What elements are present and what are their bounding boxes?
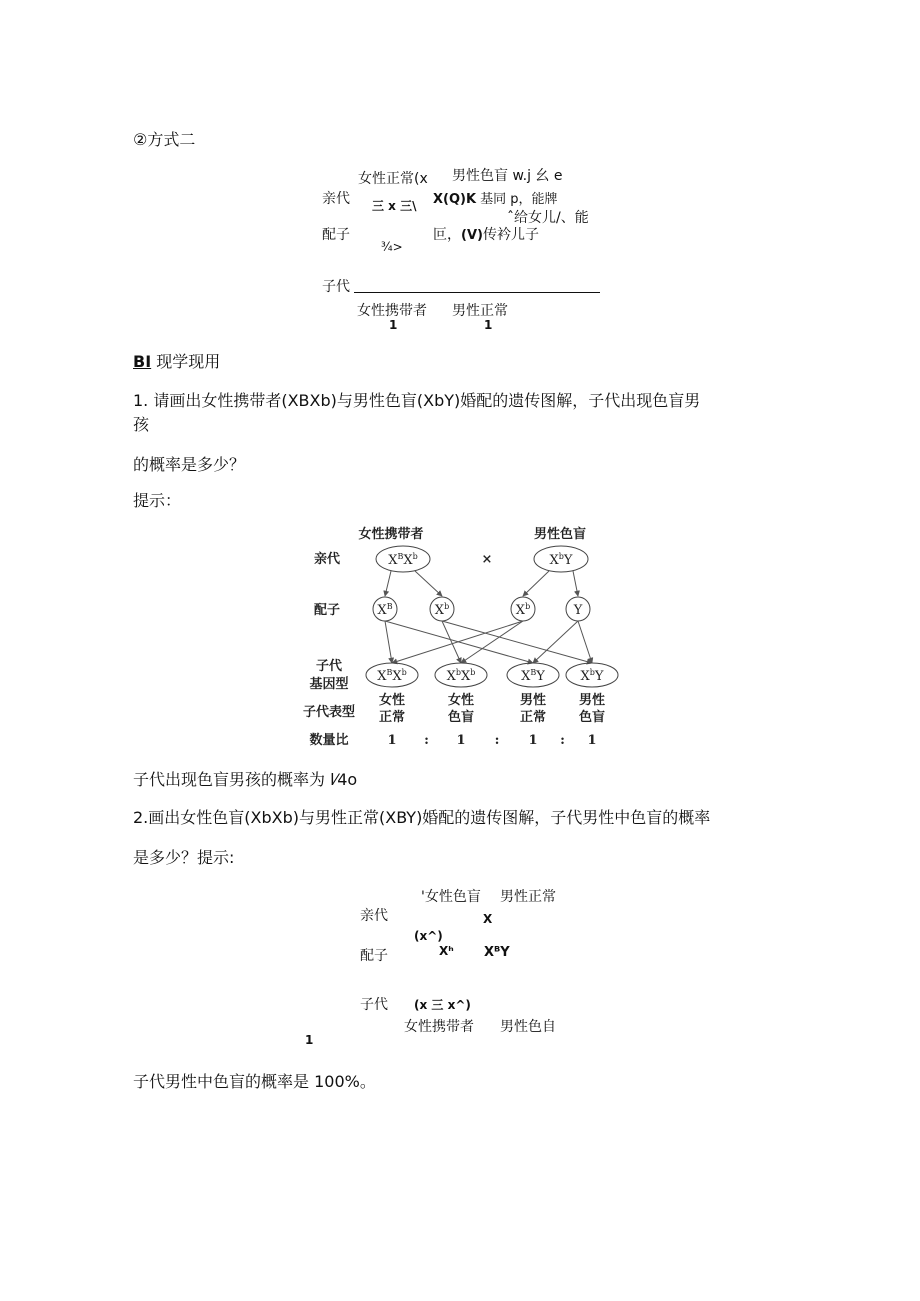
offspring-pheno-b-0: 正常: [378, 710, 406, 725]
m2-gamete-rest-b: (V): [461, 228, 483, 243]
row-label-ratio: 数量比: [309, 733, 349, 748]
parent-arrow-0: [385, 571, 391, 596]
offspring-genotype-0: [377, 668, 407, 684]
gamete-genotype-1-part: X: [434, 603, 445, 618]
offspring-genotype-0-part: X: [377, 669, 387, 684]
cross-link-4: [392, 621, 523, 663]
cross-link-3: [442, 621, 592, 663]
m3-g-mid: Xʰ: [439, 944, 454, 958]
m3-female: '女性色盲: [421, 889, 481, 905]
parent-female-label: 女性携带者: [358, 527, 424, 542]
parent-male-label: 男性色盲: [533, 527, 587, 542]
offspring-pheno-a-1: 女性: [447, 693, 475, 708]
row-label-offspring-b: 基因型: [309, 677, 349, 692]
cross-link-7: [578, 621, 592, 663]
offspring-genotype-1-part: X: [446, 669, 456, 684]
q1-line2: 孩: [133, 415, 150, 434]
q2-line2: 是多少？提示:: [133, 848, 235, 867]
offspring-genotype-0-part: B: [386, 668, 393, 677]
m2-male-label: 男性色盲 w.j 幺 e: [452, 168, 563, 184]
offspring-genotype-0-part: X: [392, 669, 402, 684]
row-label-parent: 亲代: [313, 552, 341, 567]
parent-female-genotype: [388, 552, 418, 568]
offspring-pheno-a-0: 女性: [378, 693, 406, 708]
m2-xqk: X(Q)K: [433, 192, 477, 207]
section-title: 现学现用: [151, 352, 221, 371]
conclusion: 子代男性中色盲的概率是 100%。: [133, 1072, 376, 1091]
offspring-genotype-1: [447, 668, 476, 684]
parent-arrow-1: [415, 571, 442, 596]
m2-give-line: ˆ给女儿/、能: [507, 210, 589, 226]
parent-male-genotype-part: X: [549, 553, 559, 568]
m3-res-male: 男性色自: [500, 1019, 556, 1035]
m2-gamete-rest: [433, 224, 539, 244]
offspring-genotype-1-part: X: [461, 669, 471, 684]
offspring-genotype-2: [521, 668, 545, 684]
offspring-pheno-a-3: 男性: [578, 693, 606, 708]
offspring-genotype-2-part: B: [530, 668, 537, 677]
m2-female-label: 女性正常(x: [358, 171, 428, 187]
gamete-genotype-1: [435, 602, 449, 618]
offspring-genotype-3-part: b: [589, 668, 595, 677]
m3-parent-label: 亲代: [360, 908, 388, 924]
gamete-genotype-2-part: b: [525, 602, 531, 611]
m2-xqk-rest: 基同 p，能牌: [476, 192, 558, 207]
gamete-genotype-2-part: X: [515, 603, 526, 618]
offspring-ratio-3: 1: [587, 733, 597, 748]
parent-female-genotype-part: B: [397, 552, 404, 561]
m2-f1-male: 男性正常: [452, 303, 508, 319]
offspring-genotype-3-part: Y: [594, 669, 604, 684]
parent-arrow-2: [523, 571, 549, 596]
offspring-ratio-2: 1: [528, 733, 538, 748]
m2-frac: ¾>: [381, 240, 403, 254]
parent-female-genotype-part: b: [412, 552, 418, 561]
ratio-sep-1: :: [494, 733, 500, 748]
offspring-ratio-1: 1: [456, 733, 466, 748]
m2-gamete-label: 配子: [322, 227, 350, 243]
parent-male-genotype-part: Y: [563, 553, 573, 568]
offspring-pheno-b-3: 色盲: [578, 710, 606, 725]
gamete-genotype-2: [516, 602, 530, 618]
method2-heading: ②方式二: [133, 130, 196, 149]
m2-offspring-rule: [354, 292, 600, 293]
q1-hint: 提示：: [133, 491, 182, 510]
row-label-phenotype: 子代表型: [302, 705, 356, 720]
row-label-offspring-a: 子代: [315, 659, 343, 674]
q1-line3: 的概率是多少？: [133, 455, 246, 474]
m3-offspring-geno: (x 三 x^): [414, 998, 471, 1012]
cross-link-5: [461, 621, 523, 663]
parent-male-genotype: [550, 552, 573, 568]
ratio-sep-2: :: [560, 733, 565, 748]
m3-g-right: XᴮY: [484, 945, 510, 960]
m3-g-left: (x^): [414, 929, 443, 943]
m3-gamete-label: 配子: [360, 948, 388, 964]
gamete-genotype-0-part: B: [386, 602, 393, 611]
m2-parent-mid: 三 x 三\: [372, 199, 417, 213]
offspring-genotype-2-part: X: [521, 669, 531, 684]
genetic-cross-diagram: [295, 518, 625, 754]
offspring-genotype-3-part: X: [580, 669, 590, 684]
row-label-gamete: 配子: [313, 603, 341, 618]
section-badge: BI: [133, 352, 152, 371]
m2-ratio-right: 1: [484, 318, 493, 332]
offspring-genotype-2-part: Y: [536, 669, 545, 684]
m3-one: 1: [305, 1033, 314, 1047]
q1-line1: 1. 请画出女性携带者(XBXb)与男性色盲(XbY)婚配的遗传图解，子代出现色盲男: [133, 391, 701, 410]
gamete-genotype-0: [377, 602, 392, 618]
m2-xqk-line: [433, 188, 558, 207]
m3-cross: X: [483, 912, 493, 926]
gamete-genotype-1-part: b: [444, 602, 450, 611]
cross-symbol: ×: [481, 552, 493, 567]
m2-gamete-rest-a: 叵，: [433, 227, 461, 243]
offspring-genotype-1-part: b: [470, 668, 476, 677]
parent-female-genotype-part: X: [388, 553, 398, 568]
offspring-genotype-0-part: b: [401, 668, 407, 677]
parent-arrow-3: [573, 571, 578, 596]
gamete-genotype-3: [573, 603, 583, 618]
gamete-genotype-3-part: Y: [573, 603, 583, 618]
m2-offspring-label: 子代: [322, 279, 350, 295]
m2-ratio-left: 1: [389, 318, 398, 332]
m3-offspring-label: 子代: [360, 997, 388, 1013]
offspring-pheno-a-2: 男性: [519, 693, 547, 708]
m3-res-female: 女性携带者: [404, 1019, 474, 1035]
offspring-genotype-3: [581, 668, 604, 684]
cross-link-0: [385, 621, 392, 663]
gamete-genotype-0-part: X: [377, 603, 387, 618]
parent-female-genotype-part: X: [403, 553, 413, 568]
q1-answer: 子代出现色盲男孩的概率为 l⁄4o: [133, 770, 358, 789]
section-heading: [133, 349, 220, 372]
m2-f1-female: 女性携带者: [357, 303, 427, 319]
q2-line1: 2.画出女性色盲(XbXb)与男性正常(XBY)婚配的遗传图解，子代男性中色盲的概率: [133, 808, 711, 827]
offspring-ratio-0: 1: [387, 733, 397, 748]
m2-parent-label: 亲代: [322, 191, 350, 207]
offspring-genotype-1-part: b: [455, 668, 461, 677]
offspring-pheno-b-2: 正常: [519, 710, 547, 725]
parent-male-genotype-part: b: [558, 552, 564, 561]
m3-male: 男性正常: [500, 889, 556, 905]
ratio-sep-0: :: [424, 733, 429, 748]
offspring-pheno-b-1: 色盲: [447, 710, 475, 725]
m2-gamete-rest-c: 传衿儿子: [482, 227, 539, 243]
